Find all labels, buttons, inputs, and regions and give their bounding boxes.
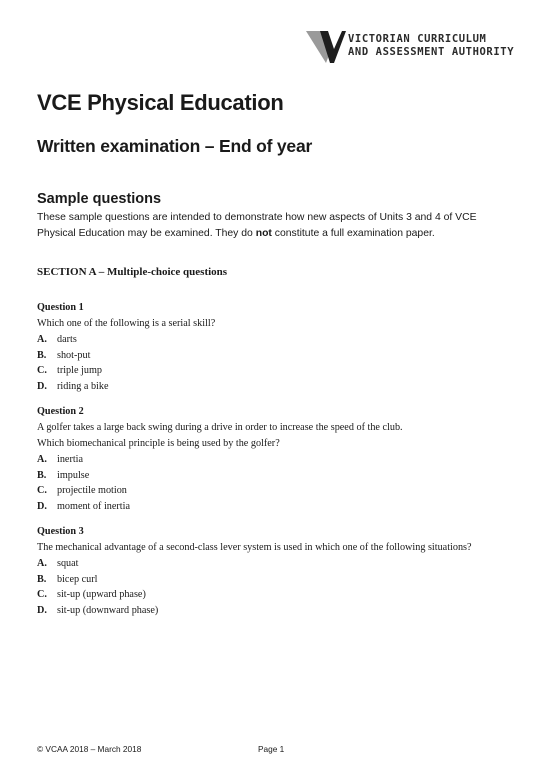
option-text: moment of inertia <box>57 501 130 513</box>
question-2 <box>37 404 517 515</box>
option-c[interactable] <box>37 483 517 499</box>
option-letter: C. <box>37 365 47 377</box>
option-letter: A. <box>37 454 47 465</box>
option-letter: D. <box>37 381 47 393</box>
question-stem: The mechanical advantage of a second-class lever system is used in which one of the following situations? <box>37 542 472 553</box>
intro-text-1: These sample questions are intended to demonstrate how new aspects of Units 3 and 4 of VCE Physical Education may be examined. They do <box>37 212 477 239</box>
option-a[interactable] <box>37 452 517 468</box>
option-letter: B. <box>37 349 47 361</box>
option-letter: C. <box>37 589 47 601</box>
option-text: bicep curl <box>57 573 98 585</box>
option-b[interactable] <box>37 348 517 364</box>
option-letter: A. <box>37 558 47 569</box>
document-title: VCE Physical Education <box>37 90 284 115</box>
option-d[interactable] <box>37 603 517 619</box>
option-text: darts <box>57 334 77 345</box>
vcaa-chevron-logo-icon <box>306 27 346 67</box>
option-text: projectile motion <box>57 485 127 497</box>
intro-text-bold: not <box>255 228 272 239</box>
question-3 <box>37 524 517 619</box>
option-text: impulse <box>57 469 90 481</box>
option-text: squat <box>57 558 79 569</box>
section-a-heading: SECTION A – Multiple-choice questions <box>37 266 228 278</box>
vcaa-wordmark <box>348 33 514 59</box>
option-d[interactable] <box>37 379 517 395</box>
option-text: triple jump <box>57 365 102 377</box>
option-text: riding a bike <box>57 381 109 393</box>
option-letter: C. <box>37 485 47 497</box>
option-text: inertia <box>57 454 84 465</box>
option-text: sit-up (downward phase) <box>57 605 159 617</box>
question-1 <box>37 300 517 395</box>
question-label: Question 2 <box>37 406 84 417</box>
footer-copyright: © VCAA 2018 – March 2018 <box>37 744 142 754</box>
option-letter: B. <box>37 573 47 585</box>
question-label: Question 1 <box>37 302 84 313</box>
vcaa-wordmark-line2: AND ASSESSMENT AUTHORITY <box>348 46 515 58</box>
intro-paragraph <box>37 210 517 242</box>
question-stem: Which one of the following is a serial skill? <box>37 318 216 329</box>
option-c[interactable] <box>37 587 517 603</box>
document-subtitle: Written examination – End of year <box>37 136 313 156</box>
vcaa-wordmark-line1: VICTORIAN CURRICULUM <box>348 33 487 45</box>
option-text: sit-up (upward phase) <box>57 589 146 601</box>
option-letter: B. <box>37 469 47 481</box>
question-stem: A golfer takes a large back swing during a drive in order to increase the speed of the club. <box>37 422 403 433</box>
question-stem: Which biomechanical principle is being used by the golfer? <box>37 438 280 449</box>
option-text: shot-put <box>57 349 91 361</box>
option-a[interactable] <box>37 556 517 572</box>
question-label: Question 3 <box>37 526 84 537</box>
option-b[interactable] <box>37 572 517 588</box>
intro-text-2: constitute a full examination paper. <box>271 228 435 239</box>
option-c[interactable] <box>37 363 517 379</box>
option-d[interactable] <box>37 499 517 515</box>
option-a[interactable] <box>37 332 517 348</box>
sample-questions-heading: Sample questions <box>37 191 162 207</box>
option-b[interactable] <box>37 468 517 484</box>
option-letter: D. <box>37 605 47 617</box>
footer-page-number: Page 1 <box>258 744 285 754</box>
vcaa-logo <box>306 27 515 67</box>
option-letter: A. <box>37 334 47 345</box>
option-letter: D. <box>37 501 47 513</box>
